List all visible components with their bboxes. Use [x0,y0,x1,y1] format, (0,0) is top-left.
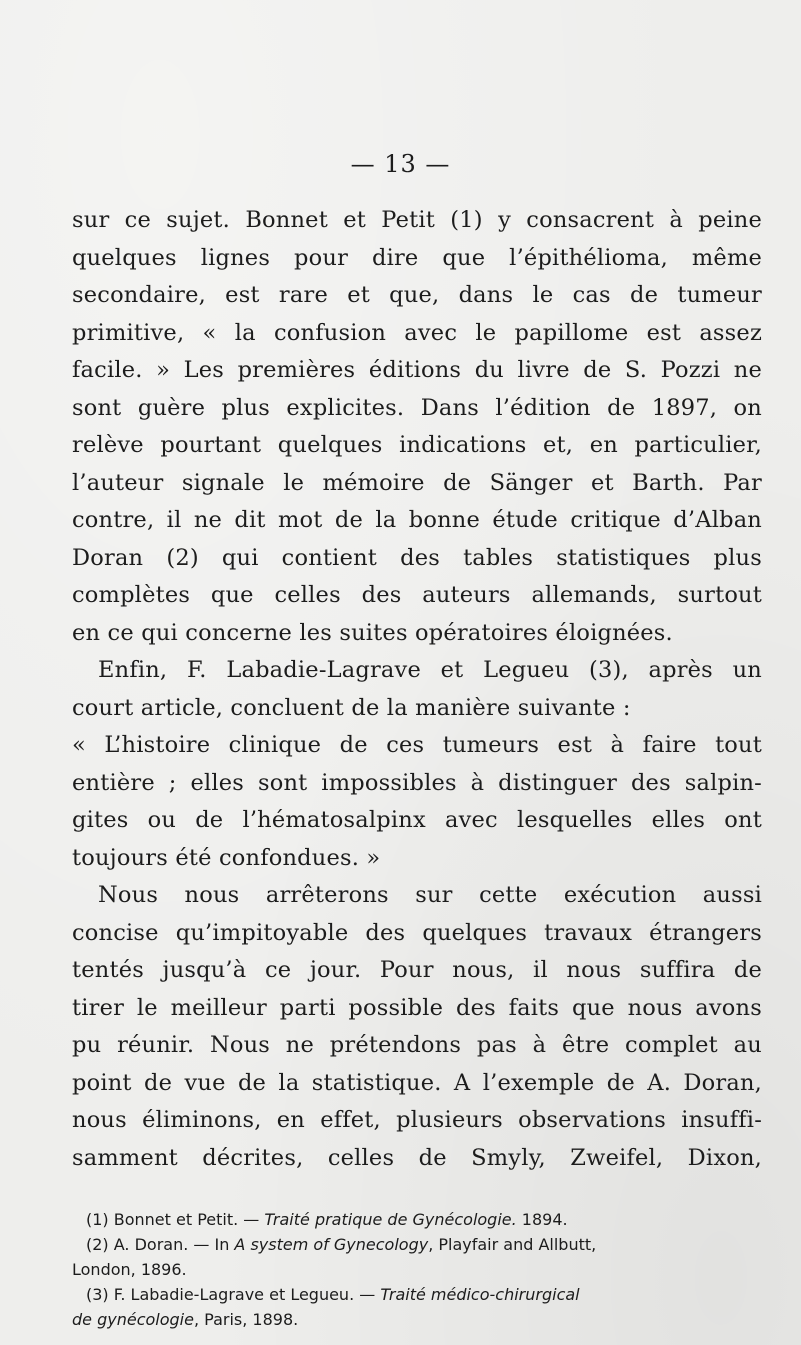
footnote-3-cont-suffix: , Paris, 1898. [193,1310,299,1329]
text-line: tentés jusqu’à ce jour. Pour nous, il nous suffira de [72,957,762,983]
text-line: sont guère plus explicites. Dans l’édition de 1897, on [72,394,762,421]
text-line: sur ce sujet. Bonnet et Petit (1) y consacrent à peine [72,207,762,233]
text-line: quelques lignes pour dire que l’épithélioma, même [72,244,762,271]
footnote-1 [72,1207,762,1232]
footnote-3-cont-title: de gynécologie [72,1310,194,1329]
text-line: primitive, « la confusion avec le papillome est assez [72,319,762,346]
text-line: facile. » Les premières éditions du livre de S. Pozzi ne [72,357,762,383]
footnote-2-suffix: , Playfair and Allbutt, [428,1235,597,1254]
footnote-3-title: Traité médico-chirurgical [380,1285,580,1304]
footnote-2-continued: London, 1896. [72,1260,187,1279]
footnote-3-prefix: (3) F. Labadie-Lagrave et Legueu. — [86,1285,381,1304]
footnote-3 [72,1282,762,1307]
text-line: nous éliminons, en effet, plusieurs observations insuffi- [72,1107,762,1133]
footnote-2 [72,1232,762,1257]
text-line: point de vue de la statistique. A l’exemple de A. Doran, [72,1069,762,1096]
text-line: contre, il ne dit mot de la bonne étude critique d’Alban [72,507,762,533]
footnote-2-prefix: (2) A. Doran. — In [86,1235,235,1254]
text-line: tirer le meilleur parti possible des faits que nous avons [72,994,762,1021]
text-line: pu réunir. Nous ne prétendons pas à être complet au [72,1032,762,1058]
text-line: samment décrites, celles de Smyly, Zweifel, Dixon, [72,1144,762,1171]
text-line: Doran (2) qui contient des tables statistiques plus [72,544,762,571]
footnote-2-title: A system of Gynecology [234,1235,429,1254]
page-number: — 13 — [350,150,451,178]
text-line: en ce qui concerne les suites opératoires éloignées. [72,619,673,646]
text-line: court article, concluent de la manière suivante : [72,694,631,721]
text-line: Enfin, F. Labadie-Lagrave et Legueu (3), après un [98,657,762,683]
footnote-1-prefix: (1) Bonnet et Petit. — [86,1210,265,1229]
footnote-1-title: Traité pratique de Gynécologie. [264,1210,517,1229]
text-line: gites ou de l’hématosalpinx avec lesquelles elles ont [72,807,762,833]
body-text [72,202,762,1177]
text-line: toujours été confondues. » [72,844,381,871]
text-line: « L’histoire clinique de ces tumeurs est à faire tout [72,732,762,758]
text-line: secondaire, est rare et que, dans le cas de tumeur [72,282,762,308]
text-line: relève pourtant quelques indications et, en particulier, [72,432,762,458]
text-line: complètes que celles des auteurs allemands, surtout [72,582,762,608]
footnote-1-suffix: 1894. [516,1210,568,1229]
text-line: l’auteur signale le mémoire de Sänger et Barth. Par [72,469,762,496]
text-line: entière ; elles sont impossibles à distinguer des salpin- [72,769,762,796]
footnotes [72,1207,762,1332]
text-line: concise qu’impitoyable des quelques travaux étrangers [72,919,762,946]
footnote-3-continued [72,1307,762,1332]
text-line: Nous nous arrêterons sur cette exécution aussi [98,882,762,908]
